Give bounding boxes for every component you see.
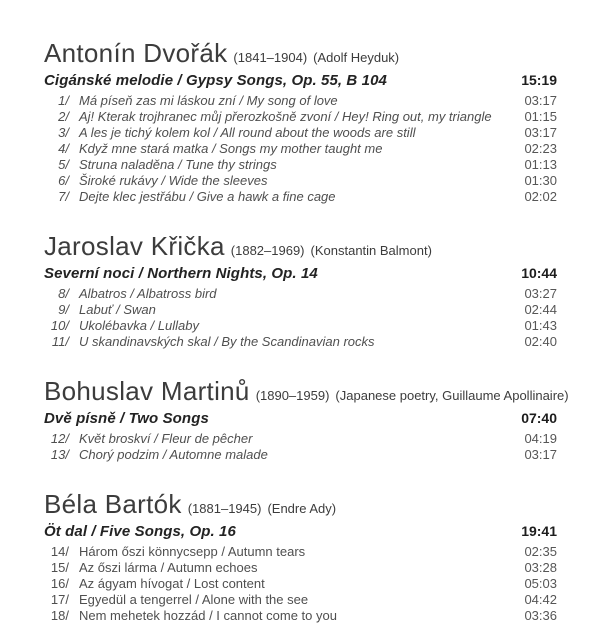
composer-heading [44,376,569,407]
track-title: Květ broskví / Fleur de pêcher [79,431,253,446]
composer-name: Béla Bartók [44,489,182,519]
composer-heading [44,231,557,262]
track-title: Aj! Kterak trojhranec můj přerozkošně zvoní / Hey! Ring out, my triangle [79,109,492,124]
poet-name: (Japanese poetry, Guillaume Apollinaire) [335,388,569,403]
poet-name: (Endre Ady) [267,501,337,516]
track-title: Chorý podzim / Automne malade [79,447,268,462]
track-number: 15/ [50,560,69,575]
work-title: Cigánské melodie / Gypsy Songs, Op. 55, B 104 [44,72,387,89]
track-number: 3/ [58,125,69,140]
track-title: U skandinavských skal / By the Scandinavian rocks [79,334,375,349]
track-title: A les je tichý kolem kol / All round about the woods are still [79,125,416,140]
track-number: 17/ [50,592,69,607]
work-section [44,489,557,624]
track-row [44,431,557,447]
composer-name: Jaroslav Křička [44,231,225,261]
track-row [44,125,557,141]
track-row [44,608,557,624]
track-title: Egyedül a tengerrel / Alone with the see [79,592,309,607]
track-row [44,544,557,560]
composer-name: Bohuslav Martinů [44,376,250,406]
composer-dates: (1890–1959) [255,388,330,403]
composer-dates: (1881–1945) [187,501,262,516]
track-title: Široké rukávy / Wide the sleeves [79,173,268,188]
track-title: Když mne stará matka / Songs my mother taught me [79,141,383,156]
track-row [44,302,557,318]
track-time: 02:02 [524,189,557,204]
track-title: Az őszi lárma / Autumn echoes [79,560,258,575]
work-duration: 15:19 [521,72,557,88]
work-duration: 07:40 [521,410,557,426]
work-title: Dvě písně / Two Songs [44,410,209,427]
track-time: 05:03 [524,576,557,591]
track-time: 03:17 [524,93,557,108]
track-row [44,109,557,125]
track-number: 11/ [51,334,69,349]
track-row [44,592,557,608]
track-row [44,334,557,350]
track-number: 16/ [50,576,69,591]
track-time: 01:43 [524,318,557,333]
track-time: 03:36 [524,608,557,623]
poet-name: (Adolf Heyduk) [313,50,400,65]
section-track-list [44,431,557,463]
work-duration: 10:44 [521,265,557,281]
composer-heading [44,38,557,69]
poet-name: (Konstantin Balmont) [310,243,432,258]
work-section [44,231,557,350]
composer-dates: (1841–1904) [233,50,308,65]
work-section [44,38,557,205]
track-row [44,141,557,157]
track-title: Má píseň zas mi láskou zní / My song of love [79,93,338,108]
work-title-row [44,523,557,540]
track-row [44,173,557,189]
track-row [44,576,557,592]
track-time: 02:35 [524,544,557,559]
track-row [44,157,557,173]
track-time: 01:30 [524,173,557,188]
track-title: Albatros / Albatross bird [79,286,217,301]
work-duration: 19:41 [521,523,557,539]
track-title: Dejte klec jestřábu / Give a hawk a fine cage [79,189,336,204]
track-time: 04:42 [524,592,557,607]
track-number: 4/ [58,141,69,156]
track-number: 9/ [58,302,69,317]
track-row [44,447,557,463]
work-title: Severní noci / Northern Nights, Op. 14 [44,265,318,282]
track-time: 02:40 [524,334,557,349]
track-time: 03:27 [524,286,557,301]
track-time: 03:17 [524,447,557,462]
track-time: 01:15 [524,109,557,124]
track-title: Labuť / Swan [79,302,156,317]
track-number: 7/ [58,189,69,204]
track-number: 1/ [58,93,69,108]
track-row [44,189,557,205]
track-time: 03:17 [524,125,557,140]
track-title: Nem mehetek hozzád / I cannot come to you [79,608,337,623]
track-number: 8/ [58,286,69,301]
track-number: 12/ [50,431,69,446]
track-time: 01:13 [524,157,557,172]
track-number: 18/ [50,608,69,623]
track-title: Ukolébavka / Lullaby [79,318,199,333]
section-track-list [44,286,557,350]
work-title-row [44,410,557,427]
section-track-list [44,93,557,205]
track-title: Struna naladěna / Tune thy strings [79,157,277,172]
track-number: 10/ [50,318,69,333]
work-title: Öt dal / Five Songs, Op. 16 [44,523,236,540]
track-number: 13/ [50,447,69,462]
track-row [44,286,557,302]
track-number: 6/ [58,173,69,188]
work-title-row [44,72,557,89]
track-time: 04:19 [524,431,557,446]
work-title-row [44,265,557,282]
track-row [44,560,557,576]
section-track-list [44,544,557,624]
work-section [44,376,569,463]
track-row [44,93,557,109]
track-time: 02:44 [524,302,557,317]
composer-heading [44,489,557,520]
composer-name: Antonín Dvořák [44,38,228,68]
track-time: 02:23 [524,141,557,156]
track-number: 2/ [58,109,69,124]
track-title: Az ágyam hívogat / Lost content [79,576,265,591]
composer-dates: (1882–1969) [230,243,305,258]
track-number: 5/ [58,157,69,172]
track-number: 14/ [50,544,69,559]
track-time: 03:28 [524,560,557,575]
track-title: Három őszi könnycsepp / Autumn tears [79,544,306,559]
track-row [44,318,557,334]
